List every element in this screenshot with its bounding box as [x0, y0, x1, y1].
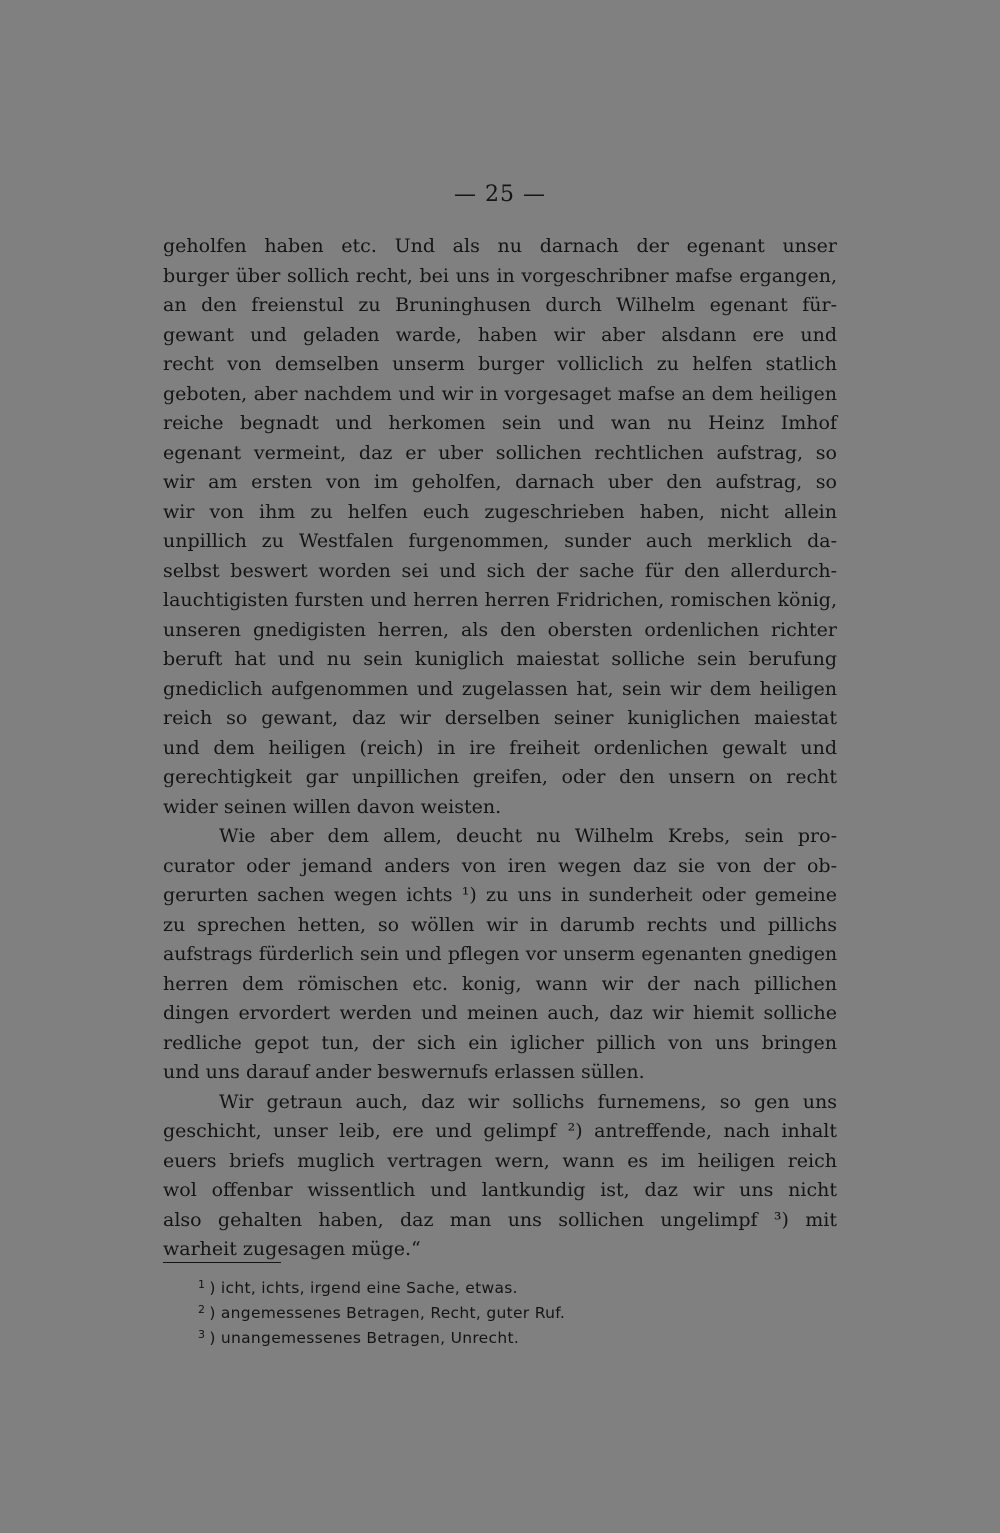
footnote-text: ) unangemessenes Betragen, Unrecht. — [209, 1329, 520, 1347]
text-line: euers briefs muglich vertragen wern, wann es im heiligen reich — [163, 1149, 837, 1172]
footnote-text: ) icht, ichts, irgend eine Sache, etwas. — [209, 1279, 518, 1297]
text-line: an den freienstul zu Bruninghusen durch Wilhelm egenant für- — [163, 294, 837, 316]
text-line: recht von demselben unserm burger volliclich zu helfen statlich — [163, 353, 837, 375]
footnote-divider — [163, 1262, 281, 1263]
text-line: unpillich zu Westfalen furgenommen, sunder auch merklich da- — [163, 530, 837, 552]
text-line: also gehalten haben, daz man uns sollichen ungelimpf ³) mit — [163, 1208, 837, 1231]
text-line: wir am ersten von im geholfen, darnach uber den aufstrag, so — [163, 471, 837, 493]
text-line: wol offenbar wissentlich und lantkundig ist, daz wir uns nicht — [163, 1179, 837, 1201]
text-line: geschicht, unser leib, ere und gelimpf ²) antreffende, nach inhalt — [163, 1120, 837, 1142]
footnote — [198, 1297, 798, 1322]
paragraph-end-line: wider seinen willen davon weisten. — [163, 795, 502, 818]
text-line: geboten, aber nachdem und wir in vorgesaget mafse an dem heiligen — [163, 382, 837, 405]
text-line: reich so gewant, daz wir derselben seiner kuniglichen maiestat — [163, 707, 837, 729]
text-line: selbst beswert worden sei und sich der sache für den allerdurch- — [163, 559, 837, 582]
text-line: unseren gnedigisten herren, als den obersten ordenlichen richter — [163, 618, 837, 641]
text-line: gerurten sachen wegen ichts ¹) zu uns in sunderheit oder gemeine — [163, 884, 837, 906]
text-line: reiche begnadt und herkomen sein und wan nu Heinz Imhof — [163, 412, 837, 434]
footnotes — [198, 1272, 798, 1347]
footnote-marker: 1 — [198, 1278, 206, 1291]
text-line: wir von ihm zu helfen euch zugeschrieben haben, nicht allein — [163, 500, 837, 523]
text-line: redliche gepot tun, der sich ein iglicher pillich von uns bringen — [163, 1031, 837, 1054]
text-line: egenant vermeint, daz er uber sollichen rechtlichen aufstrag, so — [163, 441, 837, 464]
paragraph-start-line: Wir getraun auch, daz wir sollichs furnemens, so gen uns — [219, 1090, 837, 1113]
body-text — [163, 232, 837, 1265]
text-line: herren dem römischen etc. konig, wann wir der nach pillichen — [163, 972, 837, 995]
footnote — [198, 1272, 798, 1297]
footnote — [198, 1322, 798, 1347]
footnote-marker: 3 — [198, 1328, 206, 1341]
paragraph-end-line: warheit zugesagen müge.“ — [163, 1238, 421, 1260]
footnote-text: ) angemessenes Betragen, Recht, guter Ruf. — [209, 1304, 566, 1322]
paragraph-end-line: und uns darauf ander beswernufs erlassen süllen. — [163, 1061, 645, 1083]
text-line: und dem heiligen (reich) in ire freiheit ordenlichen gewalt und — [163, 736, 837, 759]
text-line: aufstrags fürderlich sein und pflegen vor unserm egenanten gnedigen — [163, 943, 837, 965]
text-line: lauchtigisten fursten und herren herren Fridrichen, romischen könig, — [163, 589, 837, 611]
text-line: geholfen haben etc. Und als nu darnach der egenant unser — [163, 235, 837, 257]
footnote-marker: 2 — [198, 1303, 206, 1316]
text-line: gerechtigkeit gar unpillichen greifen, oder den unsern on recht — [163, 766, 837, 788]
text-line: dingen ervordert werden und meinen auch, daz wir hiemit solliche — [163, 1002, 837, 1024]
text-line: curator oder jemand anders von iren wegen daz sie von der ob- — [163, 854, 837, 877]
text-line: zu sprechen hetten, so wöllen wir in darumb rechts und pillichs — [163, 913, 837, 936]
paragraph-start-line: Wie aber dem allem, deucht nu Wilhelm Krebs, sein pro- — [219, 825, 837, 847]
text-line: gewant und geladen warde, haben wir aber alsdann ere und — [163, 323, 837, 346]
page-number: — 25 — — [454, 182, 546, 207]
text-line: gnediclich aufgenommen und zugelassen hat, sein wir dem heiligen — [163, 677, 837, 700]
text-line: beruft hat und nu sein kuniglich maiestat solliche sein berufung — [163, 648, 837, 670]
text-line: burger über sollich recht, bei uns in vorgeschribner mafse ergangen, — [163, 264, 837, 287]
